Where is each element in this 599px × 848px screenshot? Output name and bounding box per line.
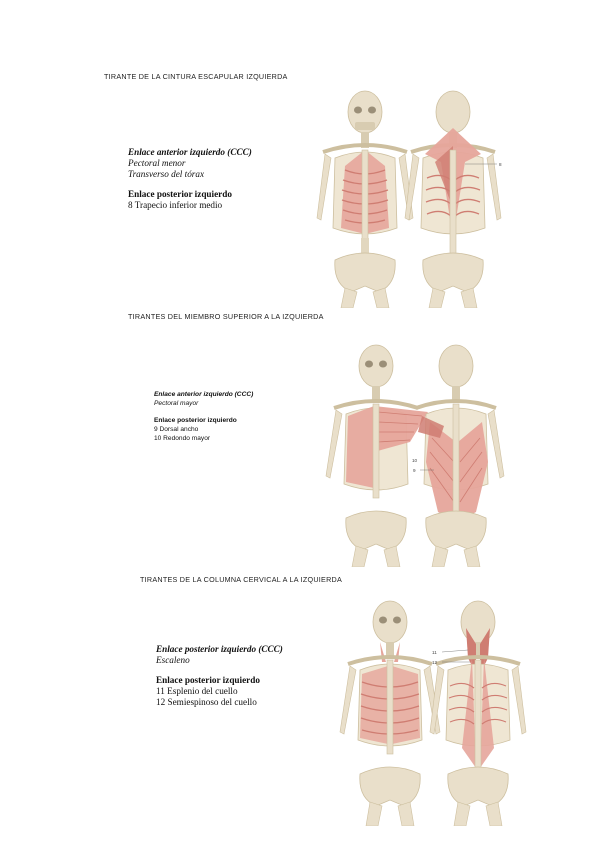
posterior-item: 9 Dorsal ancho — [154, 426, 199, 433]
anterior-heading: Enlace posterior izquierdo (CCC) — [156, 644, 283, 654]
section-2-legend — [154, 390, 304, 443]
back-skeleton — [430, 601, 526, 826]
anterior-item: Pectoral mayor — [154, 400, 199, 407]
front-skeleton — [317, 91, 413, 308]
section-3-title: TIRANTES DE LA COLUMNA CERVICAL A LA IZQUIERDA — [140, 575, 343, 584]
posterior-heading: Enlace posterior izquierdo — [156, 675, 260, 685]
section-2-skeleton-figure — [318, 342, 508, 567]
section-1-skeleton-figure — [305, 88, 510, 308]
anterior-heading: Enlace anterior izquierdo (CCC) — [154, 391, 254, 398]
section-1-legend — [128, 147, 298, 211]
section-3-skeleton-figure — [338, 598, 528, 826]
posterior-item: 11 Esplenio del cuello — [156, 686, 238, 696]
posterior-item: 12 Semiespinoso del cuello — [156, 697, 257, 707]
posterior-heading: Enlace posterior izquierdo — [154, 417, 237, 424]
posterior-heading: Enlace posterior izquierdo — [128, 189, 232, 199]
section-2-title: TIRANTES DEL MIEMBRO SUPERIOR A LA IZQUIERDA — [128, 312, 324, 321]
section-3-legend — [156, 644, 326, 708]
figure-label-8: 8 — [499, 162, 502, 167]
anterior-item: Transverso del tórax — [128, 169, 205, 179]
posterior-item: 10 Redondo mayor — [154, 435, 211, 442]
anterior-heading: Enlace anterior izquierdo (CCC) — [128, 147, 252, 157]
figure-label-10: 10 — [412, 458, 418, 463]
posterior-item: 8 Trapecio inferior medio — [128, 200, 223, 210]
anterior-item: Escaleno — [156, 655, 190, 665]
figure-label-9: 9 — [413, 468, 416, 473]
front-skeleton — [340, 601, 440, 826]
front-skeleton — [326, 345, 428, 567]
back-skeleton — [412, 345, 504, 567]
figure-label-11: 11 — [432, 650, 437, 655]
figure-label-12: 12 — [432, 660, 438, 665]
section-1-title: TIRANTE DE LA CINTURA ESCAPULAR IZQUIERDA — [104, 72, 288, 81]
anterior-item: Pectoral menor — [128, 158, 186, 168]
back-skeleton — [405, 91, 502, 308]
